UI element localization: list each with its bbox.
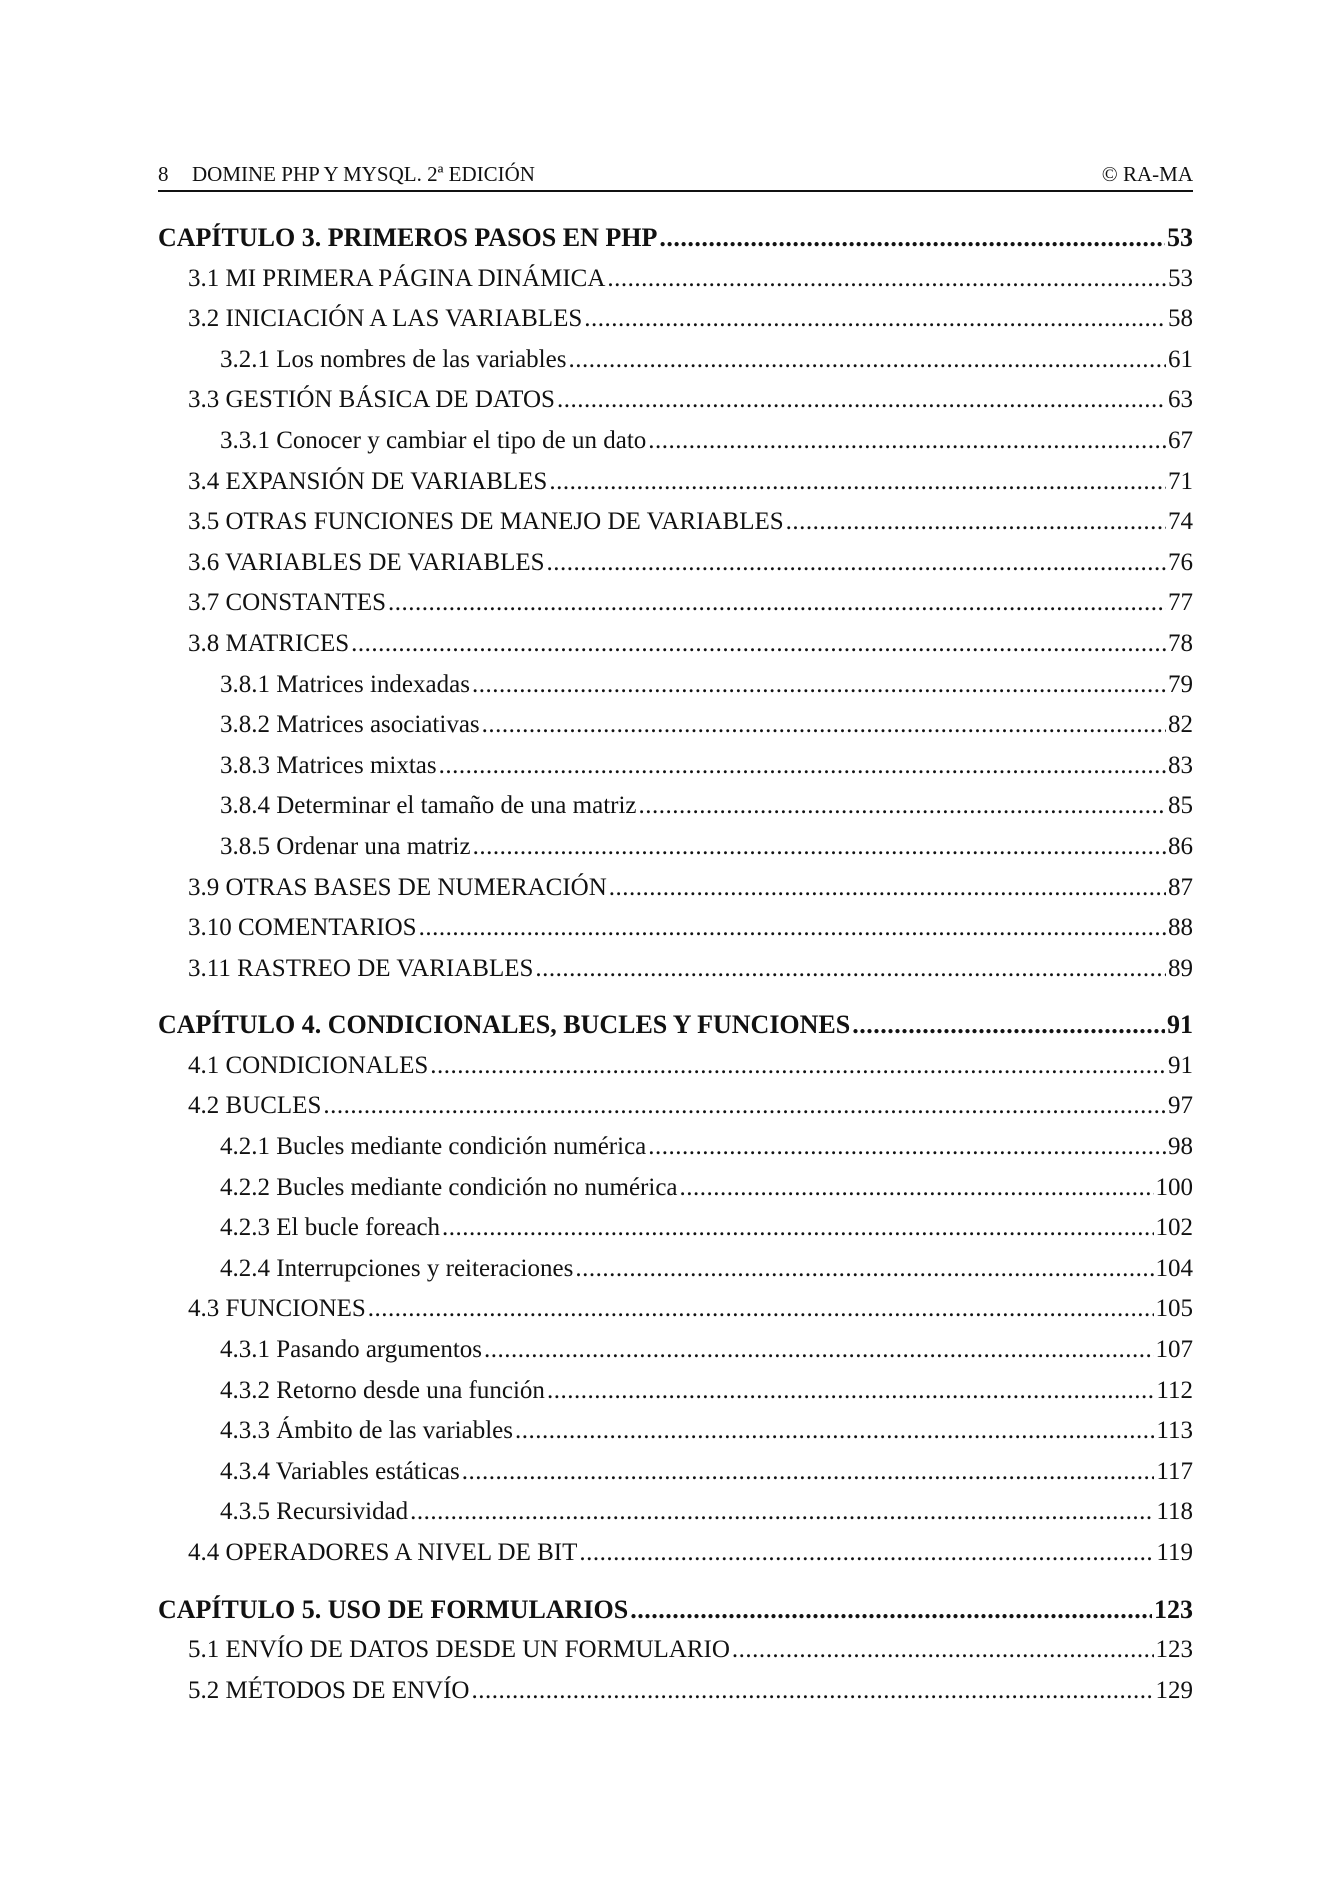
toc-entry[interactable]	[158, 1533, 1193, 1574]
toc-entry[interactable]	[158, 1127, 1193, 1168]
chapter-gap	[158, 989, 1193, 1005]
toc-entry[interactable]	[158, 583, 1193, 624]
toc-entry-label: 3.3 GESTIÓN BÁSICA DE DATOS	[188, 386, 555, 414]
toc-entry-label: 3.8.4 Determinar el tamaño de una matriz	[220, 792, 637, 820]
toc-entry-page: 85	[1168, 792, 1193, 820]
toc-entry-page: 74	[1168, 508, 1193, 536]
dot-leader	[852, 1005, 1165, 1046]
toc-entry[interactable]	[158, 786, 1193, 827]
toc-entry-label: 3.8.5 Ordenar una matriz	[220, 832, 471, 860]
toc-entry[interactable]	[158, 624, 1193, 665]
dot-leader	[575, 1249, 1153, 1290]
toc-entry-label: 3.5 OTRAS FUNCIONES DE MANEJO DE VARIABLES	[188, 508, 784, 536]
dot-leader	[473, 827, 1166, 868]
dot-leader	[659, 218, 1165, 259]
toc-entry-label: 4.2.1 Bucles mediante condición numérica	[220, 1133, 647, 1161]
toc-entry[interactable]	[158, 380, 1193, 421]
dot-leader	[648, 1127, 1166, 1168]
toc-chapter-entry[interactable]	[158, 218, 1193, 259]
dot-leader	[430, 1046, 1166, 1087]
toc-entry-page: 117	[1156, 1457, 1193, 1485]
dot-leader	[680, 1168, 1154, 1209]
toc-entry-label: 3.8.3 Matrices mixtas	[220, 751, 437, 779]
toc-entry-label: 3.1 MI PRIMERA PÁGINA DINÁMICA	[188, 264, 606, 292]
toc-entry-page: 97	[1168, 1092, 1193, 1120]
dot-leader	[388, 583, 1166, 624]
toc-entry[interactable]	[158, 1630, 1193, 1671]
toc-entry-page: 123	[1155, 1636, 1193, 1664]
dot-leader	[630, 1590, 1152, 1631]
toc-entry-label: 4.2.4 Interrupciones y reiteraciones	[220, 1254, 574, 1282]
toc-entry-page: 89	[1168, 954, 1193, 982]
toc-entry-label: 3.8.2 Matrices asociativas	[220, 711, 480, 739]
toc-entry[interactable]	[158, 665, 1193, 706]
toc-entry-page: 83	[1168, 751, 1193, 779]
toc-entry-page: 113	[1156, 1417, 1193, 1445]
toc-chapter-entry[interactable]	[158, 1005, 1193, 1046]
toc-entry-label: 3.4 EXPANSIÓN DE VARIABLES	[188, 467, 548, 495]
toc-entry-label: 3.9 OTRAS BASES DE NUMERACIÓN	[188, 873, 607, 901]
dot-leader	[351, 624, 1166, 665]
toc-entry[interactable]	[158, 1208, 1193, 1249]
dot-leader	[568, 340, 1166, 381]
toc-entry-label: 4.3 FUNCIONES	[188, 1295, 366, 1323]
toc-entry-page: 107	[1155, 1336, 1193, 1364]
dot-leader	[472, 665, 1166, 706]
page-number: 8	[158, 162, 169, 186]
toc-entry[interactable]	[158, 705, 1193, 746]
toc-entry[interactable]	[158, 1492, 1193, 1533]
toc-entry[interactable]	[158, 462, 1193, 503]
toc-entry-page: 86	[1168, 832, 1193, 860]
toc-entry-label: 3.6 VARIABLES DE VARIABLES	[188, 548, 545, 576]
toc-entry-label: 4.3.4 Variables estáticas	[220, 1457, 460, 1485]
publisher-mark: © RA-MA	[1101, 162, 1193, 186]
dot-leader	[368, 1289, 1154, 1330]
toc-entry-page: 104	[1155, 1254, 1193, 1282]
toc-entry[interactable]	[158, 421, 1193, 462]
toc-entry-page: 123	[1154, 1594, 1193, 1624]
toc-entry[interactable]	[158, 1289, 1193, 1330]
toc-entry[interactable]	[158, 340, 1193, 381]
toc-entry-label: CAPÍTULO 3. PRIMEROS PASOS EN PHP	[158, 223, 658, 252]
toc-entry[interactable]	[158, 1330, 1193, 1371]
dot-leader	[609, 868, 1166, 909]
toc-entry-page: 76	[1168, 548, 1193, 576]
toc-entry-label: 4.2 BUCLES	[188, 1092, 322, 1120]
toc-entry-page: 77	[1168, 589, 1193, 617]
toc-entry-label: 3.8.1 Matrices indexadas	[220, 670, 470, 698]
toc-entry-label: 4.1 CONDICIONALES	[188, 1051, 429, 1079]
toc-entry-page: 98	[1168, 1133, 1193, 1161]
toc-entry-label: 5.1 ENVÍO DE DATOS DESDE UN FORMULARIO	[188, 1636, 730, 1664]
toc-entry-page: 87	[1168, 873, 1193, 901]
toc-entry[interactable]	[158, 1046, 1193, 1087]
toc-entry-page: 91	[1167, 1010, 1193, 1040]
dot-leader	[482, 705, 1166, 746]
toc-entry-label: 4.3.3 Ámbito de las variables	[220, 1417, 513, 1445]
toc-entry[interactable]	[158, 543, 1193, 584]
book-title: DOMINE PHP Y MYSQL. 2ª EDICIÓN	[192, 162, 535, 186]
toc-entry[interactable]	[158, 868, 1193, 909]
toc-entry-label: 5.2 MÉTODOS DE ENVÍO	[188, 1676, 470, 1704]
toc-entry-page: 67	[1168, 426, 1193, 454]
dot-leader	[484, 1330, 1153, 1371]
toc-entry-label: 4.3.5 Recursividad	[220, 1498, 409, 1526]
dot-leader	[535, 949, 1166, 990]
toc-entry[interactable]	[158, 1671, 1193, 1712]
toc-entry-label: 3.11 RASTREO DE VARIABLES	[188, 954, 534, 982]
toc-entry-page: 53	[1168, 264, 1193, 292]
toc-entry-page: 82	[1168, 711, 1193, 739]
toc-entry-page: 102	[1155, 1214, 1193, 1242]
toc-entry[interactable]	[158, 259, 1193, 300]
dot-leader	[786, 502, 1166, 543]
toc-entry-page: 105	[1155, 1295, 1193, 1323]
toc-entry[interactable]	[158, 827, 1193, 868]
toc-entry-page: 71	[1168, 467, 1193, 495]
dot-leader	[515, 1411, 1154, 1452]
toc-entry[interactable]	[158, 908, 1193, 949]
toc-entry[interactable]	[158, 1371, 1193, 1412]
dot-leader	[549, 462, 1166, 503]
toc-entry[interactable]	[158, 1411, 1193, 1452]
dot-leader	[442, 1208, 1153, 1249]
dot-leader	[547, 543, 1166, 584]
table-of-contents	[158, 218, 1193, 1711]
dot-leader	[323, 1086, 1166, 1127]
toc-entry-page: 79	[1168, 670, 1193, 698]
toc-entry-page: 112	[1156, 1376, 1193, 1404]
running-head	[158, 160, 1193, 192]
toc-entry-page: 129	[1155, 1676, 1193, 1704]
toc-entry-label: 3.10 COMENTARIOS	[188, 914, 417, 942]
dot-leader	[471, 1671, 1153, 1712]
dot-leader	[547, 1371, 1154, 1412]
toc-entry-page: 58	[1168, 305, 1193, 333]
toc-entry-label: 4.2.2 Bucles mediante condición no numérica	[220, 1173, 678, 1201]
toc-entry[interactable]	[158, 1452, 1193, 1493]
toc-entry-page: 118	[1156, 1498, 1193, 1526]
dot-leader	[607, 259, 1166, 300]
toc-entry-page: 63	[1168, 386, 1193, 414]
toc-entry[interactable]	[158, 299, 1193, 340]
toc-entry-label: 3.7 CONSTANTES	[188, 589, 387, 617]
toc-entry[interactable]	[158, 746, 1193, 787]
toc-entry-page: 119	[1156, 1539, 1193, 1566]
dot-leader	[462, 1452, 1155, 1493]
dot-leader	[732, 1630, 1154, 1671]
toc-chapter-entry[interactable]	[158, 1590, 1193, 1631]
toc-entry-page: 78	[1168, 629, 1193, 657]
toc-entry-label: CAPÍTULO 4. CONDICIONALES, BUCLES Y FUNCIONES	[158, 1010, 851, 1040]
dot-leader	[579, 1533, 1154, 1574]
toc-entry-label: 3.8 MATRICES	[188, 629, 350, 657]
toc-entry-label: 4.3.2 Retorno desde una función	[220, 1376, 545, 1404]
toc-entry-label: CAPÍTULO 5. USO DE FORMULARIOS	[158, 1594, 629, 1624]
dot-leader	[648, 421, 1166, 462]
dot-leader	[419, 908, 1166, 949]
toc-entry-label: 4.4 OPERADORES A NIVEL DE BIT	[188, 1539, 578, 1566]
toc-entry-label: 3.3.1 Conocer y cambiar el tipo de un dato	[220, 426, 647, 454]
toc-entry-label: 4.2.3 El bucle foreach	[220, 1214, 441, 1242]
toc-entry-label: 4.3.1 Pasando argumentos	[220, 1336, 483, 1364]
dot-leader	[439, 746, 1166, 787]
dot-leader	[639, 786, 1166, 827]
toc-entry-label: 3.2.1 Los nombres de las variables	[220, 345, 567, 373]
dot-leader	[584, 299, 1166, 340]
toc-entry[interactable]	[158, 502, 1193, 543]
toc-entry[interactable]	[158, 1168, 1193, 1209]
dot-leader	[410, 1492, 1154, 1533]
chapter-gap	[158, 1574, 1193, 1590]
toc-entry-page: 91	[1168, 1051, 1193, 1079]
toc-entry[interactable]	[158, 949, 1193, 990]
dot-leader	[557, 380, 1166, 421]
toc-entry-page: 88	[1168, 914, 1193, 942]
toc-entry-page: 53	[1167, 223, 1193, 252]
toc-entry-label: 3.2 INICIACIÓN A LAS VARIABLES	[188, 305, 583, 333]
toc-entry[interactable]	[158, 1086, 1193, 1127]
toc-entry[interactable]	[158, 1249, 1193, 1290]
toc-entry-page: 100	[1155, 1173, 1193, 1201]
toc-entry-page: 61	[1168, 345, 1193, 373]
